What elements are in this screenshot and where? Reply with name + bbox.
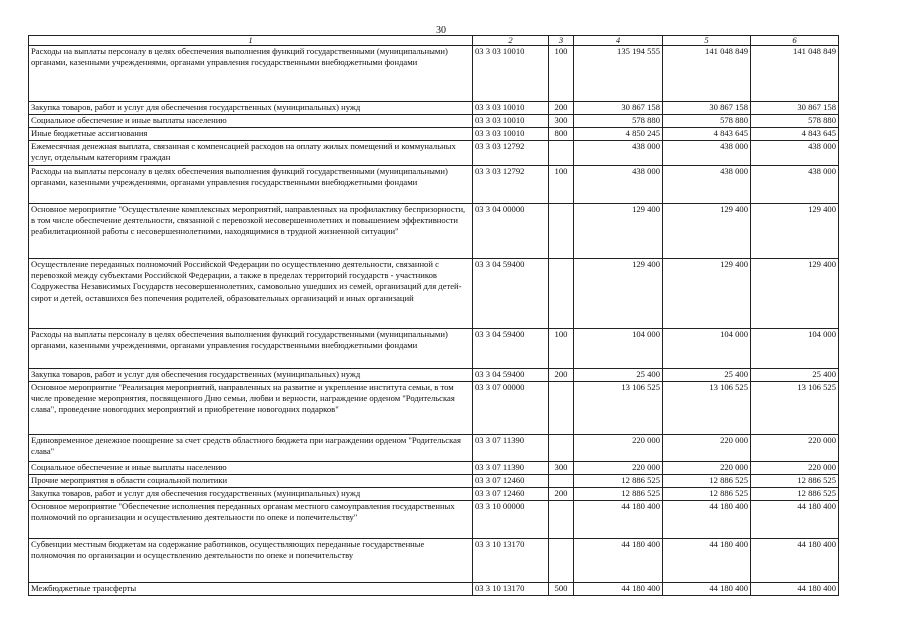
row-expense-type: 100 <box>549 166 574 204</box>
row-expense-type <box>549 435 574 462</box>
row-description: Основное мероприятие "Обеспечение исполнения переданных органам местного самоуправления государственных полномочий по организации и осуществлению деятельности по опеке и попечительству" <box>29 501 473 539</box>
row-expense-type: 300 <box>549 115 574 128</box>
row-target-code: 03 3 03 10010 <box>473 128 549 141</box>
row-target-code: 03 3 07 00000 <box>473 382 549 435</box>
row-amount-2: 578 880 <box>663 115 751 128</box>
column-header: 1 <box>29 36 473 46</box>
row-description: Прочие мероприятия в области социальной политики <box>29 475 473 488</box>
row-target-code: 03 3 04 59400 <box>473 329 549 369</box>
row-amount-3: 44 180 400 <box>751 583 839 596</box>
row-amount-1: 578 880 <box>574 115 663 128</box>
row-amount-3: 4 843 645 <box>751 128 839 141</box>
row-amount-1: 4 850 245 <box>574 128 663 141</box>
row-target-code: 03 3 03 10010 <box>473 115 549 128</box>
row-expense-type: 100 <box>549 329 574 369</box>
column-header: 2 <box>473 36 549 46</box>
row-amount-3: 104 000 <box>751 329 839 369</box>
row-expense-type <box>549 539 574 583</box>
row-description: Расходы на выплаты персоналу в целях обеспечения выполнения функций государственными (муниципальными) органами, казенными учреждениями, органами управления государственными внебюджетными фондами <box>29 166 473 204</box>
row-target-code: 03 3 03 12792 <box>473 141 549 166</box>
table-row <box>29 462 839 475</box>
row-target-code: 03 3 03 10010 <box>473 46 549 102</box>
row-amount-1: 129 400 <box>574 204 663 259</box>
row-amount-3: 129 400 <box>751 204 839 259</box>
row-amount-1: 220 000 <box>574 435 663 462</box>
row-expense-type <box>549 501 574 539</box>
row-amount-2: 30 867 158 <box>663 102 751 115</box>
row-target-code: 03 3 07 12460 <box>473 475 549 488</box>
row-target-code: 03 3 04 59400 <box>473 259 549 329</box>
row-amount-3: 12 886 525 <box>751 475 839 488</box>
row-description: Расходы на выплаты персоналу в целях обеспечения выполнения функций государственными (муниципальными) органами, казенными учреждениями, органами управления государственными внебюджетными фондами <box>29 46 473 102</box>
row-description: Ежемесячная денежная выплата, связанная с компенсацией расходов на оплату жилых помещений и коммунальных услуг, отдельным категориям граждан <box>29 141 473 166</box>
row-amount-2: 438 000 <box>663 166 751 204</box>
row-amount-1: 438 000 <box>574 166 663 204</box>
table-row <box>29 166 839 204</box>
row-target-code: 03 3 10 13170 <box>473 583 549 596</box>
row-expense-type <box>549 475 574 488</box>
row-expense-type <box>549 141 574 166</box>
row-description: Закупка товаров, работ и услуг для обеспечения государственных (муниципальных) нужд <box>29 102 473 115</box>
row-target-code: 03 3 07 11390 <box>473 462 549 475</box>
row-amount-2: 129 400 <box>663 259 751 329</box>
row-expense-type: 200 <box>549 488 574 501</box>
budget-table <box>28 35 839 596</box>
row-amount-3: 129 400 <box>751 259 839 329</box>
table-row <box>29 115 839 128</box>
row-target-code: 03 3 07 11390 <box>473 435 549 462</box>
table-row <box>29 435 839 462</box>
row-expense-type: 200 <box>549 102 574 115</box>
row-description: Основное мероприятие "Осуществление комплексных мероприятий, направленных на профилактику беспризорности, в том числе обеспечение деятельности, связанной с перевозкой несовершеннолетних и повышением эффективности реабилитационной работы с несовершеннолетними, находящимися в трудной жизненной ситуации" <box>29 204 473 259</box>
column-header: 6 <box>751 36 839 46</box>
row-expense-type: 800 <box>549 128 574 141</box>
row-target-code: 03 3 03 10010 <box>473 102 549 115</box>
table-header-row <box>29 36 839 46</box>
row-target-code: 03 3 07 12460 <box>473 488 549 501</box>
row-amount-3: 438 000 <box>751 166 839 204</box>
row-description: Осуществление переданных полномочий Российской Федерации по осуществлению деятельности, связанной с перевозкой между субъектами Российской Федерации, а также в пределах территорий государств - участников Содружества Независимых Государств несовершеннолетних, самовольно ушедших из семей, организаций для детей-сирот и детей, оставшихся без попечения родителей, образовательных организаций и иных организаций <box>29 259 473 329</box>
row-description: Расходы на выплаты персоналу в целях обеспечения выполнения функций государственными (муниципальными) органами, казенными учреждениями, органами управления государственными внебюджетными фондами <box>29 329 473 369</box>
row-amount-3: 30 867 158 <box>751 102 839 115</box>
row-amount-1: 220 000 <box>574 462 663 475</box>
row-amount-2: 4 843 645 <box>663 128 751 141</box>
row-target-code: 03 3 03 12792 <box>473 166 549 204</box>
table-row <box>29 46 839 102</box>
row-amount-2: 220 000 <box>663 462 751 475</box>
row-amount-2: 438 000 <box>663 141 751 166</box>
row-amount-3: 438 000 <box>751 141 839 166</box>
row-amount-2: 44 180 400 <box>663 539 751 583</box>
table-row <box>29 475 839 488</box>
row-target-code: 03 3 04 59400 <box>473 369 549 382</box>
table-row <box>29 539 839 583</box>
table-row <box>29 382 839 435</box>
row-expense-type <box>549 204 574 259</box>
row-description: Закупка товаров, работ и услуг для обеспечения государственных (муниципальных) нужд <box>29 369 473 382</box>
table-row <box>29 141 839 166</box>
row-description: Иные бюджетные ассигнования <box>29 128 473 141</box>
row-amount-2: 12 886 525 <box>663 475 751 488</box>
page-number: 30 <box>436 25 446 36</box>
table-row <box>29 204 839 259</box>
row-amount-3: 578 880 <box>751 115 839 128</box>
row-amount-1: 44 180 400 <box>574 501 663 539</box>
row-amount-2: 44 180 400 <box>663 583 751 596</box>
column-header: 4 <box>574 36 663 46</box>
row-amount-2: 129 400 <box>663 204 751 259</box>
row-description: Закупка товаров, работ и услуг для обеспечения государственных (муниципальных) нужд <box>29 488 473 501</box>
row-expense-type: 200 <box>549 369 574 382</box>
row-amount-3: 13 106 525 <box>751 382 839 435</box>
table-row <box>29 583 839 596</box>
row-amount-3: 220 000 <box>751 435 839 462</box>
row-amount-2: 44 180 400 <box>663 501 751 539</box>
column-header: 5 <box>663 36 751 46</box>
row-description: Основное мероприятие "Реализация мероприятий, направленных на развитие и укрепление института семьи, в том числе проведение мероприятия, посвященного Дню семьи, любви и верности, награждение орденом "Родительская слава", проведение новогодних мероприятий и приобретение новогодних подарков" <box>29 382 473 435</box>
row-amount-1: 30 867 158 <box>574 102 663 115</box>
row-amount-1: 12 886 525 <box>574 475 663 488</box>
row-amount-3: 25 400 <box>751 369 839 382</box>
row-description: Социальное обеспечение и иные выплаты населению <box>29 462 473 475</box>
row-amount-1: 129 400 <box>574 259 663 329</box>
row-amount-3: 44 180 400 <box>751 501 839 539</box>
table-row <box>29 369 839 382</box>
table-row <box>29 102 839 115</box>
column-header: 3 <box>549 36 574 46</box>
row-description: Единовременное денежное поощрение за счет средств областного бюджета при награждении орденом "Родительская слава" <box>29 435 473 462</box>
row-target-code: 03 3 10 13170 <box>473 539 549 583</box>
row-amount-2: 104 000 <box>663 329 751 369</box>
row-amount-1: 44 180 400 <box>574 583 663 596</box>
row-amount-1: 12 886 525 <box>574 488 663 501</box>
row-expense-type: 500 <box>549 583 574 596</box>
row-amount-2: 141 048 849 <box>663 46 751 102</box>
row-expense-type <box>549 259 574 329</box>
row-amount-2: 220 000 <box>663 435 751 462</box>
row-target-code: 03 3 10 00000 <box>473 501 549 539</box>
row-amount-1: 13 106 525 <box>574 382 663 435</box>
row-amount-3: 220 000 <box>751 462 839 475</box>
row-amount-2: 12 886 525 <box>663 488 751 501</box>
row-amount-2: 13 106 525 <box>663 382 751 435</box>
row-amount-1: 438 000 <box>574 141 663 166</box>
row-expense-type <box>549 382 574 435</box>
row-amount-1: 104 000 <box>574 329 663 369</box>
row-target-code: 03 3 04 00000 <box>473 204 549 259</box>
row-description: Социальное обеспечение и иные выплаты населению <box>29 115 473 128</box>
row-amount-1: 25 400 <box>574 369 663 382</box>
table-row <box>29 329 839 369</box>
row-amount-2: 25 400 <box>663 369 751 382</box>
row-expense-type: 300 <box>549 462 574 475</box>
row-amount-3: 12 886 525 <box>751 488 839 501</box>
row-amount-3: 44 180 400 <box>751 539 839 583</box>
table-row <box>29 488 839 501</box>
table-row <box>29 501 839 539</box>
row-expense-type: 100 <box>549 46 574 102</box>
row-amount-3: 141 048 849 <box>751 46 839 102</box>
table-row <box>29 128 839 141</box>
row-amount-1: 135 194 555 <box>574 46 663 102</box>
row-description: Субвенции местным бюджетам на содержание работников, осуществляющих переданные государственные полномочия по организации и осуществлению деятельности по опеке и попечительству <box>29 539 473 583</box>
row-description: Межбюджетные трансферты <box>29 583 473 596</box>
table-row <box>29 259 839 329</box>
row-amount-1: 44 180 400 <box>574 539 663 583</box>
